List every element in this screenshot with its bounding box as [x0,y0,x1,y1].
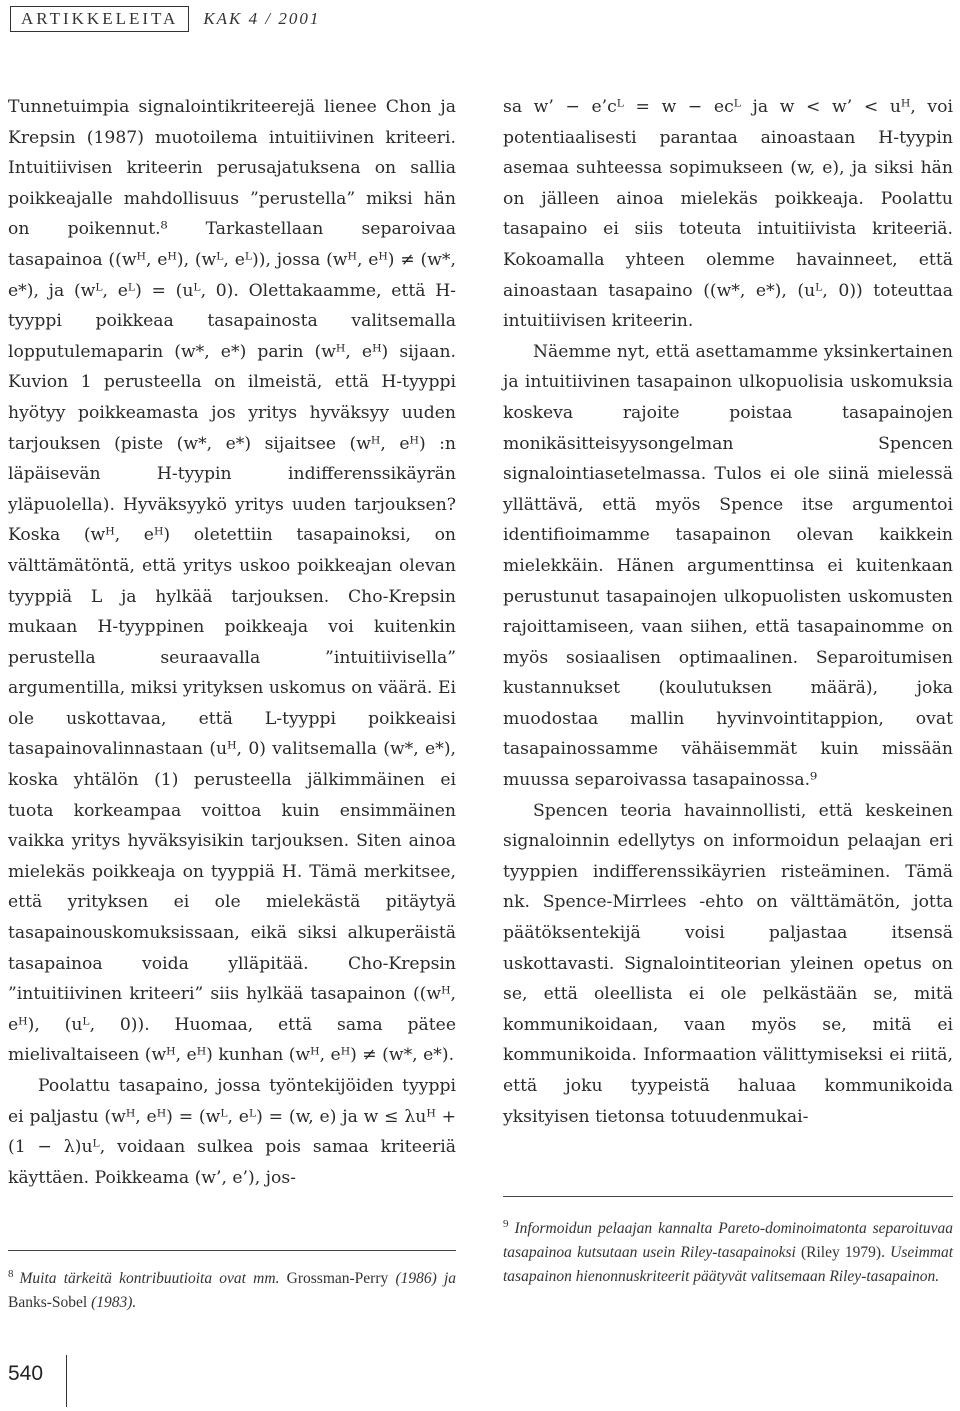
right-paragraph-2: Näemme nyt, että asettamamme yksinkertainen ja intuitiivinen tasapainon ulkopuolisia uskomuksia koskeva rajoite poistaa tasapainojen monikäsitteisyysongelman Spencen signalointiasetelmassa. Tulos ei ole siinä mielessä yllättävä, että myös Spence itse argumentoi identifioimamme tasapainon olevan kaikkein mielekkäin. Hänen argumenttinsa ei kuitenkaan perustunut tasapainojen ulkopuolisten uskomusten rajoittamiseen, vaan siihen, että tasapainomme on myös sosiaalisen optimaalinen. Separoitumisen kustannukset (koulutuksen määrä), joka muodostaa mallin hyvinvointitappion, ovat tasapainossamme vähäisemmät kuin missään muussa separoivassa tasapainossa.⁹ [503,341,953,791]
footnote-8: $^8$ Muita tärkeitä kontribuutioita ovat mm. Grossman-Perry (1986) ja Banks-Sobel (1983). [8,1268,457,1312]
page-number-divider [66,1355,67,1407]
footnote-9: $^9$ Informoidun pelaajan kannalta Pareto-dominoimatonta separoituvaa tasapainoa kutsutaan usein Riley-tasapainoksi (Riley 1979). Useimmat tasapainon hienonnuskriteerit päätyvät valitsemaan Riley-tasapainon. [503,1218,954,1286]
footnote-8-number: 8 [8,1268,14,1280]
left-paragraph-1: Tunnetuimpia signalointikriteerejä lienee Chon ja Krepsin (1987) muotoilema intuitiivinen kriteeri. Intuitiivisen kriteerin perusajatuksena on sallia poikkeajalle mahdollisuus ”perustella” miksi hän on poikennut.⁸ Tarkastellaan separoivaa tasapainoa ((wᴴ, eᴴ), (wᴸ, eᴸ)), jossa (wᴴ, eᴴ) ≠ (w*, e*), ja (wᴸ, eᴸ) = (uᴸ, 0). Olettakaamme, että H-tyyppi poikkeaa tasapainosta valitsemalla lopputulemaparin (w*, e*) parin (wᴴ, eᴴ) sijaan. Kuvion 1 perusteella on ilmeistä, että H-tyyppi hyötyy poikkeamasta jos yritys hyväksyy uuden tarjouksen (piste (w*, e*) sijaitsee (wᴴ, eᴴ) :n läpäisevän H-tyypin indifferenssikäyrän yläpuolella). Hyväksyykö yritys uuden tarjouksen? Koska (wᴴ, eᴴ) oletettiin tasapainoksi, on välttämätöntä, että yritys uskoo poikkeajan olevan tyyppiä L ja hylkää tarjouksen. Cho-Krepsin mukaan H-tyyppinen poikkeaja voi kuitenkin perustella seuraavalla ”intuitiivisella” argumentilla, miksi yrityksen uskomus on väärä. Ei ole uskottavaa, että L-tyyppi poikkeaisi tasapainovalinnastaan (uᴴ, 0) valitsemalla (w*, e*), koska yhtälön (1) perusteella jälkimmäinen ei tuota korkeampaa voittoa kuin ensimmäinen vaikka yritys hyväksyisikin tarjouksen. Siten ainoa mielekäs poikkeaja on tyyppiä H. Tämä merkitsee, että yrityksen ei ole mielekästä pitäytyä tasapainouskomuksissaan, eikä siksi alkuperäistä tasapainoa voida ylläpitää. Cho-Krepsin ”intuitiivinen kriteeri” siis hylkää tasapainon ((wᴴ, eᴴ), (uᴸ, 0)). Huomaa, että sama pätee mielivaltaiseen (wᴴ, eᴴ) kunhan (wᴴ, eᴴ) ≠ (w*, e*). [8,97,456,1066]
right-paragraph-3: Spencen teoria havainnollisti, että keskeinen signaloinnin edellytys on informoidun pelaajan eri tyyppien indifferenssikäyrien risteäminen. Tämä nk. Spence-Mirrlees -ehto on välttämätön, jotta päätöksentekijä voisi paljastaa itsensä uskottavasti. Signalointiteorian yleinen opetus on se, että oleellista ei ole pelkästään se, mitä kommunikoidaan, vaan myös se, mitä ei kommunikoida. Informaation välittymiseksi ei riitä, että joku tyypeistä haluaa kommunikoida yksityisen tietonsa totuudenmukai- [503,800,953,1127]
footnote-divider-left [8,1250,456,1251]
section-label: ARTIKKELEITA [10,6,189,32]
running-header [10,6,320,32]
left-column [8,92,456,1193]
right-column [503,92,953,1132]
footnote-divider-right [503,1196,953,1197]
footnote-9-number: 9 [503,1218,509,1230]
page-number: 540 [8,1362,44,1385]
journal-issue: KAK 4 / 2001 [203,9,321,28]
left-paragraph-2: Poolattu tasapaino, jossa työntekijöiden tyyppi ei paljastu (wᴴ, eᴴ) = (wᴸ, eᴸ) = (w, e) ja w ≤ λuᴴ + (1 − λ)uᴸ, voidaan sulkea pois samaa kriteeriä käyttäen. Poikkeama (w’, e’), jos- [8,1076,456,1188]
right-paragraph-1: sa w’ − e’cᴸ = w − ecᴸ ja w < w’ < uᴴ, voi potentiaalisesti parantaa ainoastaan H-tyypin asemaa suhteessa sopimukseen (w, e), ja siksi hän on jälleen ainoa mielekäs poikkeaja. Poolattu tasapaino ei siis toteuta intuitiivista kriteeriä. Kokoamalla yhteen olemme havainneet, että ainoastaan tasapaino ((w*, e*), (uᴸ, 0)) toteuttaa intuitiivisen kriteerin. [503,97,953,332]
